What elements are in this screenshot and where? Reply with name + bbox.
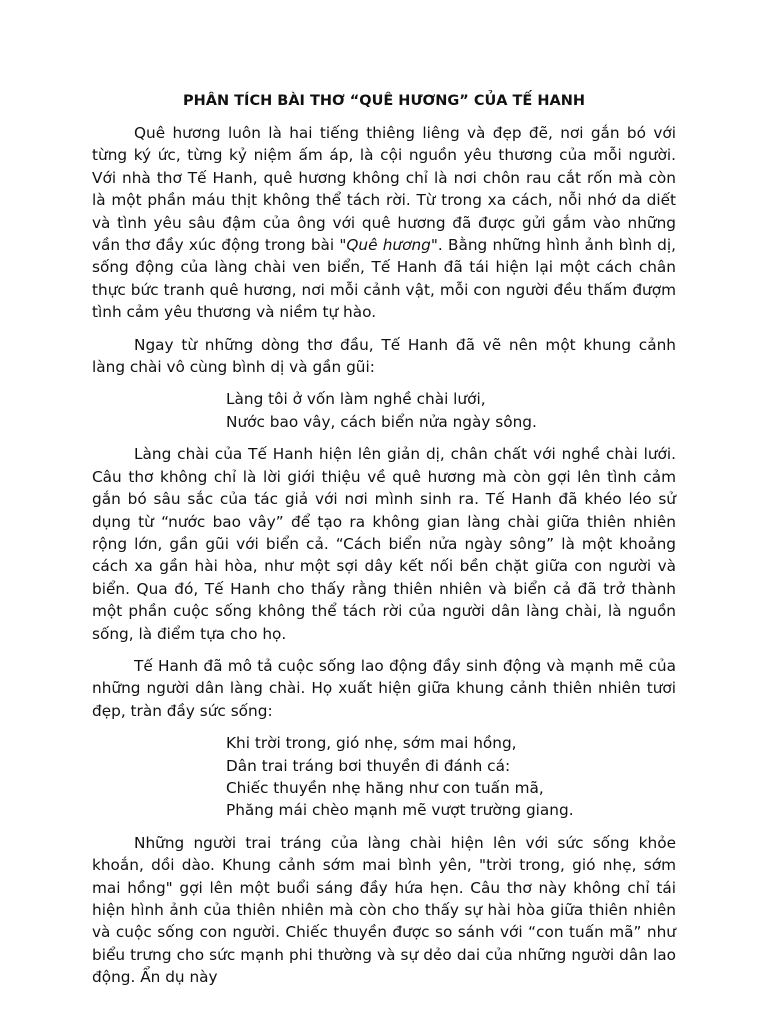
document-page	[92, 90, 676, 999]
poem-stanza-1	[226, 388, 676, 433]
paragraph-intro-text-2: ". Bằng những hình ảnh bình dị, sống động của làng chài ven biển, Tế Hanh đã tái hiện lại một cách chân thực bức tranh quê hương, nơi mỗi cảnh vật, mỗi con người đều thấm đượm tình cảm yêu thương và niềm tự hào.	[92, 236, 676, 322]
paragraph-2: Ngay từ những dòng thơ đầu, Tế Hanh đã vẽ nên một khung cảnh làng chài vô cùng bình dị và gần gũi:	[92, 335, 676, 377]
poem-title-italic: Quê hương	[346, 236, 431, 255]
poem-line: Nước bao vây, cách biển nửa ngày sông.	[226, 412, 537, 431]
poem-line: Phăng mái chèo mạnh mẽ vượt trường giang.	[226, 801, 574, 820]
paragraph-4: Tế Hanh đã mô tả cuộc sống lao động đầy sinh động và mạnh mẽ của những người dân làng chài. Họ xuất hiện giữa khung cảnh thiên nhiên tươi đẹp, tràn đầy sức sống:	[92, 656, 676, 720]
poem-line: Chiếc thuyền nhẹ hăng như con tuấn mã,	[226, 778, 544, 797]
poem-line: Dân trai tráng bơi thuyền đi đánh cá:	[226, 756, 511, 775]
paragraph-intro	[92, 122, 676, 324]
paragraph-5: Những người trai tráng của làng chài hiện lên với sức sống khỏe khoắn, dồi dào. Khung cảnh sớm mai bình yên, "trời trong, gió nhẹ, sớm mai hồng" gợi lên một buổi sáng đầy hứa hẹn. Câu thơ này không chỉ tái hiện hình ảnh của thiên nhiên mà còn cho thấy sự hài hòa giữa thiên nhiên và cuộc sống con người. Chiếc thuyền được so sánh với “con tuấn mã” như biểu trưng cho sức mạnh phi thường và sự dẻo dai của những người dân lao động. Ẩn dụ này	[92, 833, 676, 987]
poem-line: Khi trời trong, gió nhẹ, sớm mai hồng,	[226, 734, 517, 753]
poem-line: Làng tôi ở vốn làm nghề chài lưới,	[226, 390, 486, 409]
paragraph-3: Làng chài của Tế Hanh hiện lên giản dị, chân chất với nghề chài lưới. Câu thơ không chỉ là lời giới thiệu về quê hương mà còn gợi lên tình cảm gắn bó sâu sắc của tác giả với nơi mình sinh ra. Tế Hanh đã khéo léo sử dụng từ “nước bao vây” để tạo ra không gian làng chài giữa thiên nhiên rộng lớn, gần gũi với biển cả. “Cách biển nửa ngày sông” là một khoảng cách xa gần hài hòa, như một sợi dây kết nối bền chặt giữa con người và biển. Qua đó, Tế Hanh cho thấy rằng thiên nhiên và biển cả đã trở thành một phần cuộc sống không thể tách rời của người dân làng chài, là nguồn sống, là điểm tựa cho họ.	[92, 445, 676, 643]
paragraph-intro-text-1: Quê hương luôn là hai tiếng thiêng liêng và đẹp đẽ, nơi gắn bó với từng ký ức, từng kỷ niệm ấm áp, là cội nguồn yêu thương của mỗi người. Với nhà thơ Tế Hanh, quê hương không chỉ là nơi chôn rau cắt rốn mà còn là một phần máu thịt không thể tách rời. Từ trong xa cách, nỗi nhớ da diết và tình yêu sâu đậm của ông với quê hương đã được gửi gắm vào những vần thơ đầy xúc động trong bài "	[92, 124, 676, 255]
poem-stanza-2	[226, 732, 676, 822]
document-title: PHÂN TÍCH BÀI THƠ “QUÊ HƯƠNG” CỦA TẾ HANH	[182, 93, 585, 109]
